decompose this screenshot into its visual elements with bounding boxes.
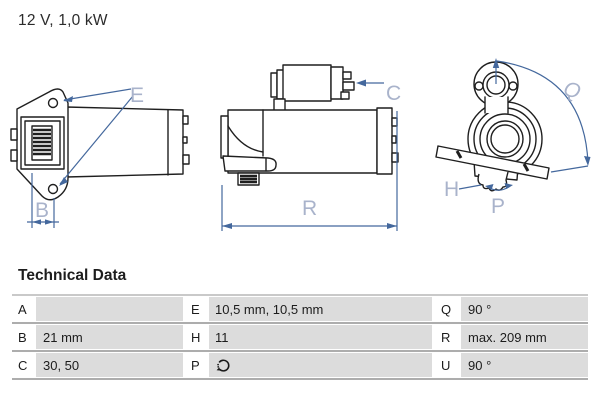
table-top-border — [12, 294, 588, 296]
table-row — [12, 297, 588, 321]
pinion-end-view-drawing — [436, 58, 591, 218]
dim-label-e: E — [130, 84, 145, 107]
dim-label-q: Q — [560, 76, 584, 105]
product-spec-title: 12 V, 1,0 kW — [18, 12, 108, 29]
cell-value-a — [36, 297, 183, 321]
pinion-gear — [478, 172, 508, 191]
dimension-c-arrow — [356, 80, 384, 87]
cell-key-p: P — [183, 353, 209, 377]
dim-label-c: C — [386, 82, 402, 105]
table-row — [12, 325, 588, 349]
table-row — [12, 353, 588, 377]
cell-key-q: Q — [432, 297, 461, 321]
dim-label-r: R — [302, 197, 318, 220]
cell-value-u: 90 ° — [461, 353, 588, 377]
cell-key-r: R — [432, 325, 461, 349]
dim-label-h: H — [444, 178, 460, 201]
profile-side-view-drawing — [221, 65, 401, 231]
cell-key-c: C — [12, 353, 36, 377]
solenoid — [283, 65, 331, 101]
technical-data-heading: Technical Data — [18, 267, 127, 284]
technical-data-table — [12, 294, 588, 380]
dim-label-b: B — [35, 199, 50, 222]
cell-value-e: 10,5 mm, 10,5 mm — [209, 297, 432, 321]
cell-key-u: U — [432, 353, 461, 377]
cell-value-q: 90 ° — [461, 297, 588, 321]
cell-value-r: max. 209 mm — [461, 325, 588, 349]
cell-key-b: B — [12, 325, 36, 349]
mounting-side-view-drawing — [11, 84, 189, 228]
row-separator — [12, 322, 588, 324]
cell-value-b: 21 mm — [36, 325, 183, 349]
dimension-h-leader — [459, 185, 481, 189]
row-separator — [12, 350, 588, 352]
dim-label-p: P — [491, 195, 506, 218]
cell-key-e: E — [183, 297, 209, 321]
rotation-direction-ccw-icon — [215, 357, 232, 374]
cell-value-p — [209, 353, 432, 377]
cell-value-h: 11 — [209, 325, 432, 349]
cell-value-c: 30, 50 — [36, 353, 183, 377]
cell-key-h: H — [183, 325, 209, 349]
table-bottom-border — [12, 378, 588, 380]
cell-key-a: A — [12, 297, 36, 321]
